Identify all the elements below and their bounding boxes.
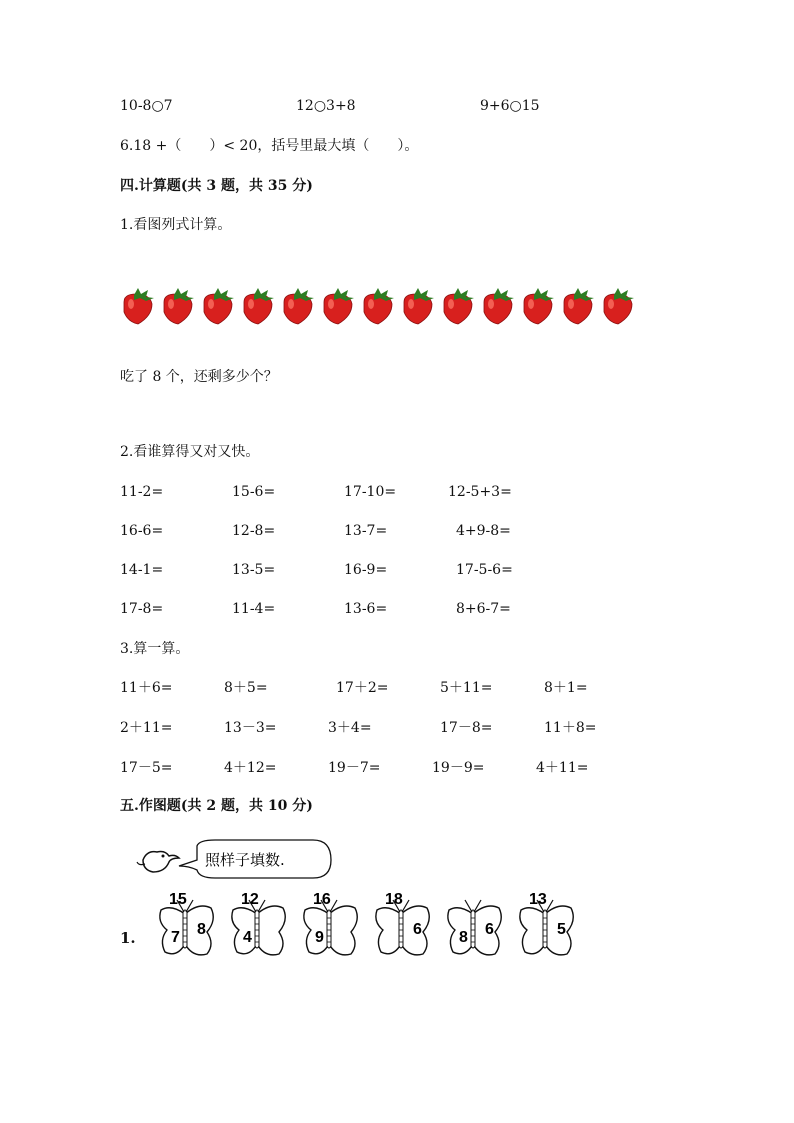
bubble-text: 照样子填数. bbox=[205, 851, 285, 869]
question-6: 6.18 +（ ）< 20，括号里最大填（ ）。 bbox=[120, 138, 419, 154]
strawberry-icon bbox=[604, 288, 634, 324]
s4-q2-cell: 12-5+3= bbox=[448, 484, 512, 500]
s4-q2-cell: 17-10= bbox=[344, 484, 397, 500]
s4-q3-cell: 17－5= bbox=[120, 760, 173, 776]
butterfly-top-number: 15 bbox=[169, 891, 187, 908]
butterfly-right-number: 6 bbox=[413, 921, 422, 938]
s4-q2-cell: 17-8= bbox=[120, 601, 164, 617]
s4-q2-cell: 16-9= bbox=[344, 562, 388, 578]
strawberry-row bbox=[120, 288, 640, 328]
s4-q2-cell: 11-4= bbox=[232, 601, 276, 617]
s4-q3-cell: 17－8= bbox=[440, 720, 493, 736]
s4-q2-cell: 8+6-7= bbox=[456, 601, 511, 617]
s4-q2-cell: 4+9-8= bbox=[456, 523, 511, 539]
s5-q1-label: 1. bbox=[120, 929, 136, 947]
butterfly-top-number: 18 bbox=[385, 891, 403, 908]
s4-q2-cell: 17-5-6= bbox=[456, 562, 513, 578]
s4-q3-cell: 2＋11= bbox=[120, 720, 173, 736]
butterfly-top-number: 12 bbox=[241, 891, 259, 908]
compare-item: 12○3+8 bbox=[296, 98, 356, 114]
butterfly bbox=[232, 900, 285, 955]
strawberry-icon bbox=[404, 288, 434, 324]
section-4-title: 四.计算题(共 3 题，共 35 分) bbox=[120, 178, 313, 194]
butterfly-left-number: 7 bbox=[171, 929, 180, 946]
butterfly-top-number: 13 bbox=[529, 891, 547, 908]
butterfly bbox=[304, 900, 357, 955]
s4-q3-cell: 13－3= bbox=[224, 720, 277, 736]
s4-q3-title: 3.算一算。 bbox=[120, 641, 190, 657]
butterfly-left-number: 8 bbox=[459, 929, 468, 946]
s4-q2-cell: 11-2= bbox=[120, 484, 164, 500]
s4-q3-cell: 5＋11= bbox=[440, 680, 493, 696]
compare-item: 10-8○7 bbox=[120, 98, 173, 114]
s4-q3-cell: 8＋1= bbox=[544, 680, 588, 696]
strawberry-icon bbox=[364, 288, 394, 324]
strawberry-icon bbox=[244, 288, 274, 324]
s4-q2-cell: 13-7= bbox=[344, 523, 388, 539]
s4-q3-cell: 4＋12= bbox=[224, 760, 277, 776]
butterfly-figure bbox=[135, 836, 575, 964]
butterfly-right-number: 6 bbox=[485, 921, 494, 938]
section-5-title: 五.作图题(共 2 题，共 10 分) bbox=[120, 798, 313, 814]
s4-q3-cell: 11＋8= bbox=[544, 720, 597, 736]
strawberry-icon bbox=[484, 288, 514, 324]
s4-q3-cell: 8＋5= bbox=[224, 680, 268, 696]
s4-q3-cell: 4＋11= bbox=[536, 760, 589, 776]
s4-q2-cell: 15-6= bbox=[232, 484, 276, 500]
butterfly-right-number: 8 bbox=[197, 921, 206, 938]
strawberry-icon bbox=[524, 288, 554, 324]
s4-q2-cell: 13-6= bbox=[344, 601, 388, 617]
butterfly-left-number: 9 bbox=[315, 929, 324, 946]
strawberry-icon bbox=[444, 288, 474, 324]
compare-item: 9+6○15 bbox=[480, 98, 540, 114]
s4-q3-cell: 3＋4= bbox=[328, 720, 372, 736]
s4-q1-title: 1.看图列式计算。 bbox=[120, 217, 232, 233]
strawberry-icon bbox=[204, 288, 234, 324]
s4-q2-title: 2.看谁算得又对又快。 bbox=[120, 444, 260, 460]
s4-q3-cell: 19－9= bbox=[432, 760, 485, 776]
s4-q2-cell: 16-6= bbox=[120, 523, 164, 539]
s4-q3-cell: 17＋2= bbox=[336, 680, 389, 696]
bird-icon bbox=[137, 852, 179, 873]
strawberry-icon bbox=[564, 288, 594, 324]
strawberry-icon bbox=[124, 288, 154, 324]
strawberry-icon bbox=[284, 288, 314, 324]
s4-q2-cell: 12-8= bbox=[232, 523, 276, 539]
strawberry-icon bbox=[324, 288, 354, 324]
butterfly-right-number: 5 bbox=[557, 921, 566, 938]
strawberry-icon bbox=[164, 288, 194, 324]
butterfly-top-number: 16 bbox=[313, 891, 331, 908]
butterfly-left-number: 4 bbox=[243, 929, 252, 946]
s4-q3-cell: 11＋6= bbox=[120, 680, 173, 696]
s4-q2-cell: 14-1= bbox=[120, 562, 164, 578]
s4-q3-cell: 19－7= bbox=[328, 760, 381, 776]
s4-q2-cell: 13-5= bbox=[232, 562, 276, 578]
s4-q1-question: 吃了 8 个，还剩多少个？ bbox=[120, 369, 278, 385]
